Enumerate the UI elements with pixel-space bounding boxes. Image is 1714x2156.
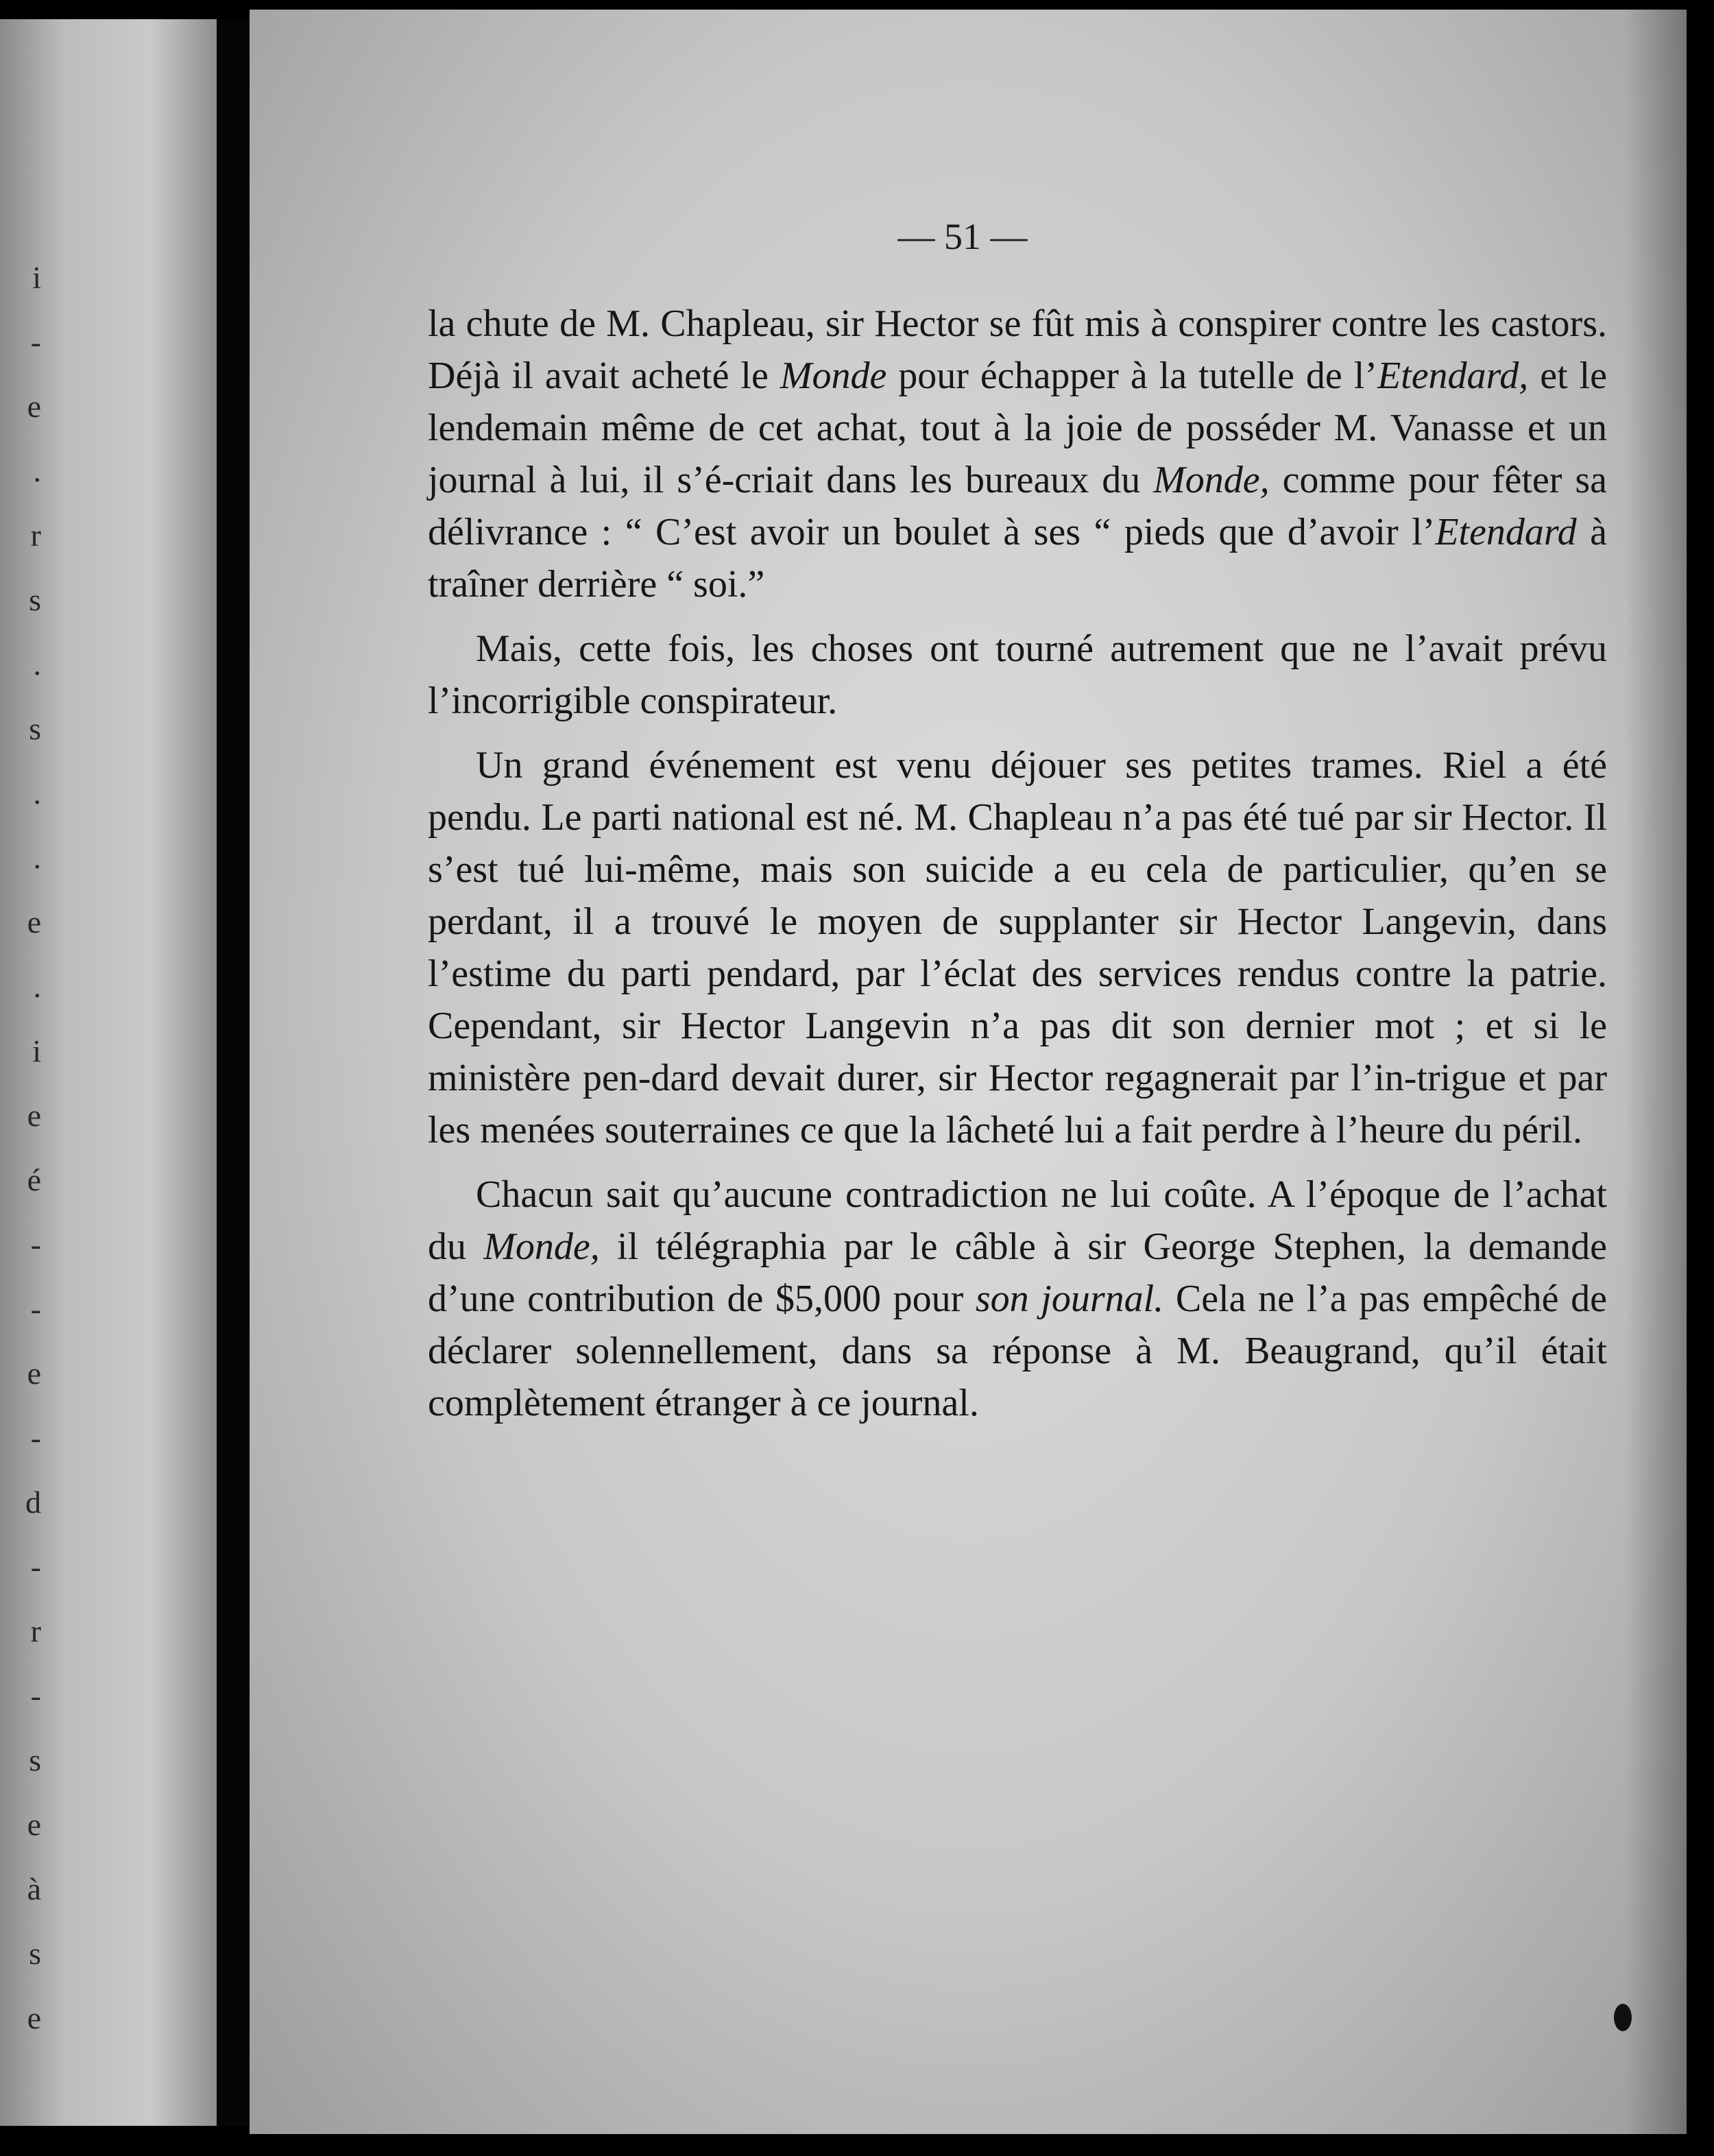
ink-smudge [1614,2004,1632,2031]
right-page [250,10,1687,2134]
body-text [428,298,1607,1441]
left-page-fragment: - [30,1549,41,1584]
text-segment: Chacun sait qu’aucune contradiction ne lui coûte. A l’époque de l’achat du [428,1173,1607,1268]
left-page-fragment: s [29,1936,41,1971]
text-segment: Cela ne l’a pas empêché de déclarer solennellement, dans sa réponse à M. Beaugrand, qu’il était complètement étranger à ce journal. [428,1278,1608,1424]
left-page-fragment: - [30,1291,41,1326]
text-segment: comme pour fêter sa délivrance : “ C’est avoir un boulet à ses “ pieds que d’avoir l’ [428,459,1608,553]
book-gutter [217,19,250,2126]
paragraph [428,623,1607,727]
left-page-fragment: - [30,1420,41,1455]
left-page-fragment: à [27,1871,41,1906]
left-page-fragment: s [29,582,41,617]
left-page-fragment: . [33,776,41,811]
left-page-fragment: s [29,711,41,746]
left-page-text-fragments [0,245,41,2050]
left-page-fragment: d [25,1485,41,1520]
left-page-fragment: r [30,1614,41,1649]
text-segment: la chute de M. Chapleau, sir Hector se fût mis à conspirer contre les castors. Déjà il avait acheté le [428,302,1607,397]
left-page-fragment: . [33,453,41,488]
left-page-fragment: e [27,1098,41,1133]
left-page-fragment: e [27,1356,41,1391]
left-page-fragment: - [30,324,41,359]
left-page-fragment: e [27,905,41,939]
text-segment: et le lendemain même de cet achat, tout à la joie de posséder M. Vanasse et un journal à lui, il s’é-criait dans les bureaux du [428,355,1608,501]
italic-text: Monde, [483,1225,600,1268]
paragraph [428,298,1607,610]
left-page-fragment: e [27,389,41,424]
paragraph [428,739,1607,1156]
italic-text: son journal. [975,1278,1164,1320]
text-segment: Mais, cette fois, les choses ont tourné autrement que ne l’avait prévu l’incorrigible conspirateur. [428,627,1607,722]
left-page-fragment: . [33,647,41,682]
text-segment: à traîner derrière “ soi.” [428,511,1607,606]
text-segment: il télégraphia par le câble à sir George Stephen, la demande d’une contribution de $5,000 pour [428,1225,1607,1320]
left-page-fragment: é [27,1162,41,1197]
text-segment: Un grand événement est venu déjouer ses petites trames. Riel a été pendu. Le parti national est né. M. Chapleau n’a pas été tué par sir Hector. Il s’est tué lui-même, mais son suicide a eu cela de particulier, qu’en se perdant, il a trouvé le moyen de supplanter sir Hector Langevin, dans l’estime du parti pendard, par l’éclat des services rendus contre la patrie. Cependant, sir Hector Langevin n’a pas dit son dernier mot ; et si le ministère pen-dard devait durer, sir Hector regagnerait par l’in-trigue et par les menées souterraines ce que la lâcheté lui a fait perdre à l’heure du péril. [428,744,1607,1151]
left-page-fragment: s [29,1742,41,1777]
left-page-fragment: i [32,1033,41,1068]
left-page-edge [0,19,217,2126]
left-page-fragment: e [27,1807,41,1842]
left-page-fragment: . [33,840,41,875]
text-segment: pour échapper à la tutelle de l’ [886,355,1377,397]
left-page-fragment: e [27,2000,41,2035]
italic-text: Monde [780,355,887,397]
left-page-fragment: - [30,1227,41,1262]
left-page-fragment: r [30,518,41,553]
italic-text: Monde, [1153,459,1270,501]
italic-text: Etendard, [1377,355,1529,397]
paragraph [428,1169,1607,1429]
left-page-fragment: i [32,260,41,295]
italic-text: Etendard [1435,511,1577,553]
page-number: — 51 — [897,216,1028,257]
left-page-fragment: - [30,1678,41,1713]
left-page-fragment: . [33,969,41,1004]
